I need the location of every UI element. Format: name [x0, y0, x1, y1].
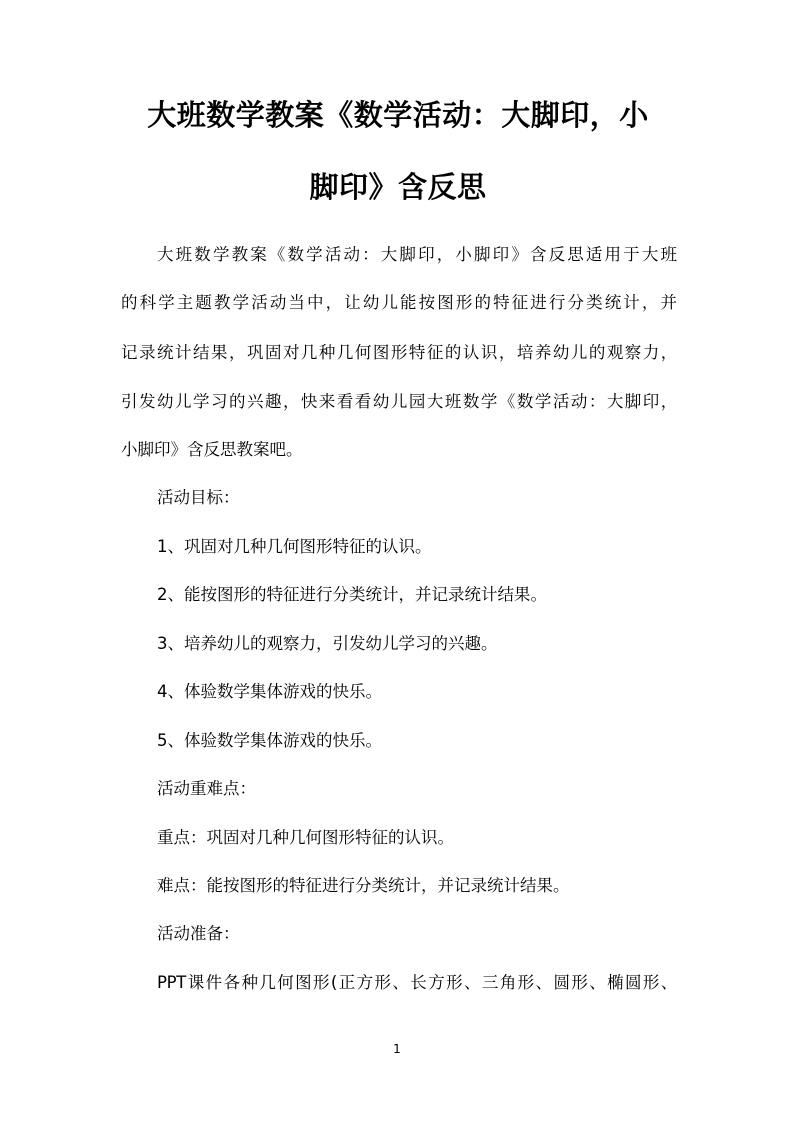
key-point: 重点：巩固对几种几何图形特征的认识。 [157, 828, 454, 847]
page-number: 1 [393, 1042, 401, 1056]
intro-paragraph-line-3: 记录统计结果，巩固对几种几何图形特征的认识，培养幼儿的观察力， [121, 343, 677, 362]
intro-paragraph-line-2: 的科学主题教学活动当中，让幼儿能按图形的特征进行分类统计，并 [121, 293, 677, 312]
goal-item-4: 4、体验数学集体游戏的快乐。 [157, 682, 382, 701]
goals-heading: 活动目标： [157, 488, 240, 507]
goal-item-5: 5、体验数学集体游戏的快乐。 [157, 731, 382, 750]
intro-paragraph-line-1: 大班数学教案《数学活动：大脚印，小脚印》含反思适用于大班 [157, 245, 677, 264]
document-title-line-2: 脚印》含反思 [309, 170, 487, 204]
intro-paragraph-line-4: 引发幼儿学习的兴趣，快来看看幼儿园大班数学《数学活动：大脚印， [121, 392, 677, 411]
difficult-point: 难点：能按图形的特征进行分类统计，并记录统计结果。 [157, 876, 570, 895]
preparation-line-1: PPT课件各种几何图形(正方形、长方形、三角形、圆形、椭圆形、 [157, 973, 677, 992]
preparation-heading: 活动准备： [157, 924, 240, 943]
goal-item-1: 1、巩固对几种几何图形特征的认识。 [157, 537, 432, 556]
key-difficult-heading: 活动重难点： [157, 779, 256, 798]
document-title-line-1: 大班数学教案《数学活动：大脚印，小 [147, 98, 649, 132]
intro-paragraph-line-5: 小脚印》含反思教案吧。 [121, 440, 303, 459]
goal-item-3: 3、培养幼儿的观察力，引发幼儿学习的兴趣。 [157, 634, 498, 653]
goal-item-2: 2、能按图形的特征进行分类统计，并记录统计结果。 [157, 585, 547, 604]
